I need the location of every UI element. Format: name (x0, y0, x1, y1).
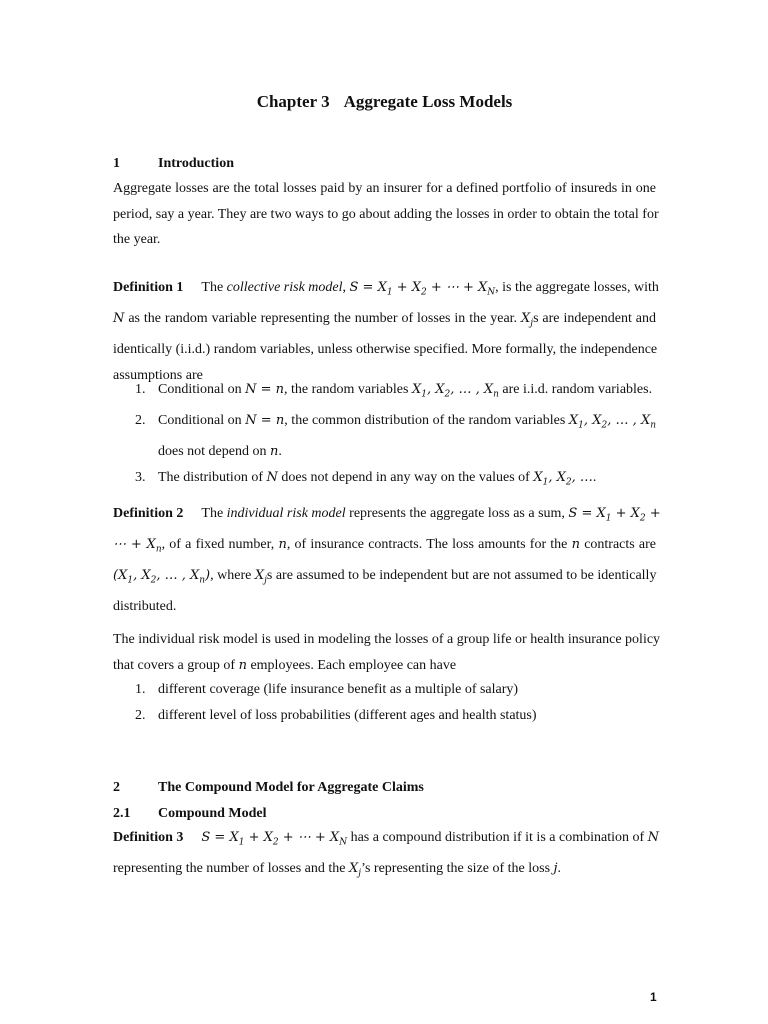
definition-line: distributed. (113, 599, 177, 615)
definition-line: Definition 3 $S = X_1 + X_2$ + ⋯ + $X_N$ has a compound distribution if it is a combination of N (113, 830, 660, 848)
definition-line: assumptions are (113, 367, 203, 383)
definition-line: representing the number of losses and the $X_j’s$ representing the size of the loss j. (113, 861, 562, 879)
paragraph-line: The individual risk model is used in modeling the losses of a group life or health insurance policy (113, 632, 661, 647)
definition-line: N as the random variable representing the number of losses in the year. $X_js$ are independent and (113, 311, 657, 329)
employee-differences-list (113, 677, 656, 728)
definition-line: ⋯ + $X_n$, of a fixed number, n, of insurance contracts. The loss amounts for the n contracts are (113, 537, 657, 555)
paragraph-line: the year. (113, 232, 161, 247)
definition-label: Definition 3 (113, 830, 184, 845)
list-item: 2. Conditional on N = n, the common distribution of the random variables $X_1$, $X_2$, … , $X_n$ does not depend on n. (135, 413, 657, 460)
term-individual-risk-model: individual risk model (226, 506, 346, 521)
section-1-heading (113, 156, 234, 172)
definition-line: identically (i.i.d.) random variables, unless otherwise specified. More formally, the independence (113, 342, 658, 358)
list-item: 1. different coverage (life insurance benefit as a multiple of salary) (135, 682, 519, 697)
individual-risk-paragraph (113, 627, 661, 678)
independence-assumptions-list (113, 377, 656, 496)
math-sum: $S = X_1 + X_2$ + ⋯ + $X_N$ (349, 280, 496, 298)
paragraph-line: period, say a year. They are two ways to go about adding the losses in order to obtain the total for (113, 206, 659, 222)
paragraph-line: Aggregate losses are the total losses paid by an insurer for a defined portfolio of insureds in one (113, 181, 656, 196)
term-collective-risk-model: collective risk model (226, 280, 343, 295)
chapter-number: Chapter 3 (256, 92, 330, 111)
definition-1 (113, 275, 659, 388)
definition-label: Definition 2 (113, 506, 184, 521)
list-item: 2. different level of loss probabilities (different ages and health status) (135, 707, 537, 723)
chapter-title (113, 92, 656, 112)
definition-2 (113, 501, 661, 620)
section-title: Introduction (158, 156, 234, 171)
definition-label: Definition 1 (113, 280, 184, 295)
definition-3 (113, 825, 660, 887)
intro-paragraph (113, 176, 659, 253)
section-2-heading: 2 The Compound Model for Aggregate Claims (113, 780, 424, 795)
definition-line: Definition 1 The collective risk model, $S = X_1 + X_2$ + ⋯ + $X_N$, is the aggregate losses, with (113, 280, 659, 298)
paragraph-line: that covers a group of n employees. Each employee can have (113, 657, 457, 673)
definition-line: Definition 2 The individual risk model represents the aggregate loss as a sum, $S = X_1 + X_2$ + (113, 506, 661, 524)
chapter-name: Aggregate Loss Models (343, 92, 513, 111)
list-item: 3. The distribution of N does not depend in any way on the values of $X_1$, $X_2$, …. (135, 469, 597, 488)
section-2-1-heading: 2.1 Compound Model (113, 806, 267, 821)
definition-line: ($X_1$, $X_2$, … , $X_n$), where $X_js$ are assumed to be independent but are not assumed to be identically (113, 568, 657, 586)
section-number: 1 (113, 156, 120, 171)
list-item: 1. Conditional on N = n, the random variables $X_1$, $X_2$, … , $X_n$ are i.i.d. random variables. (135, 382, 653, 400)
page-number: 1 (650, 990, 657, 1004)
